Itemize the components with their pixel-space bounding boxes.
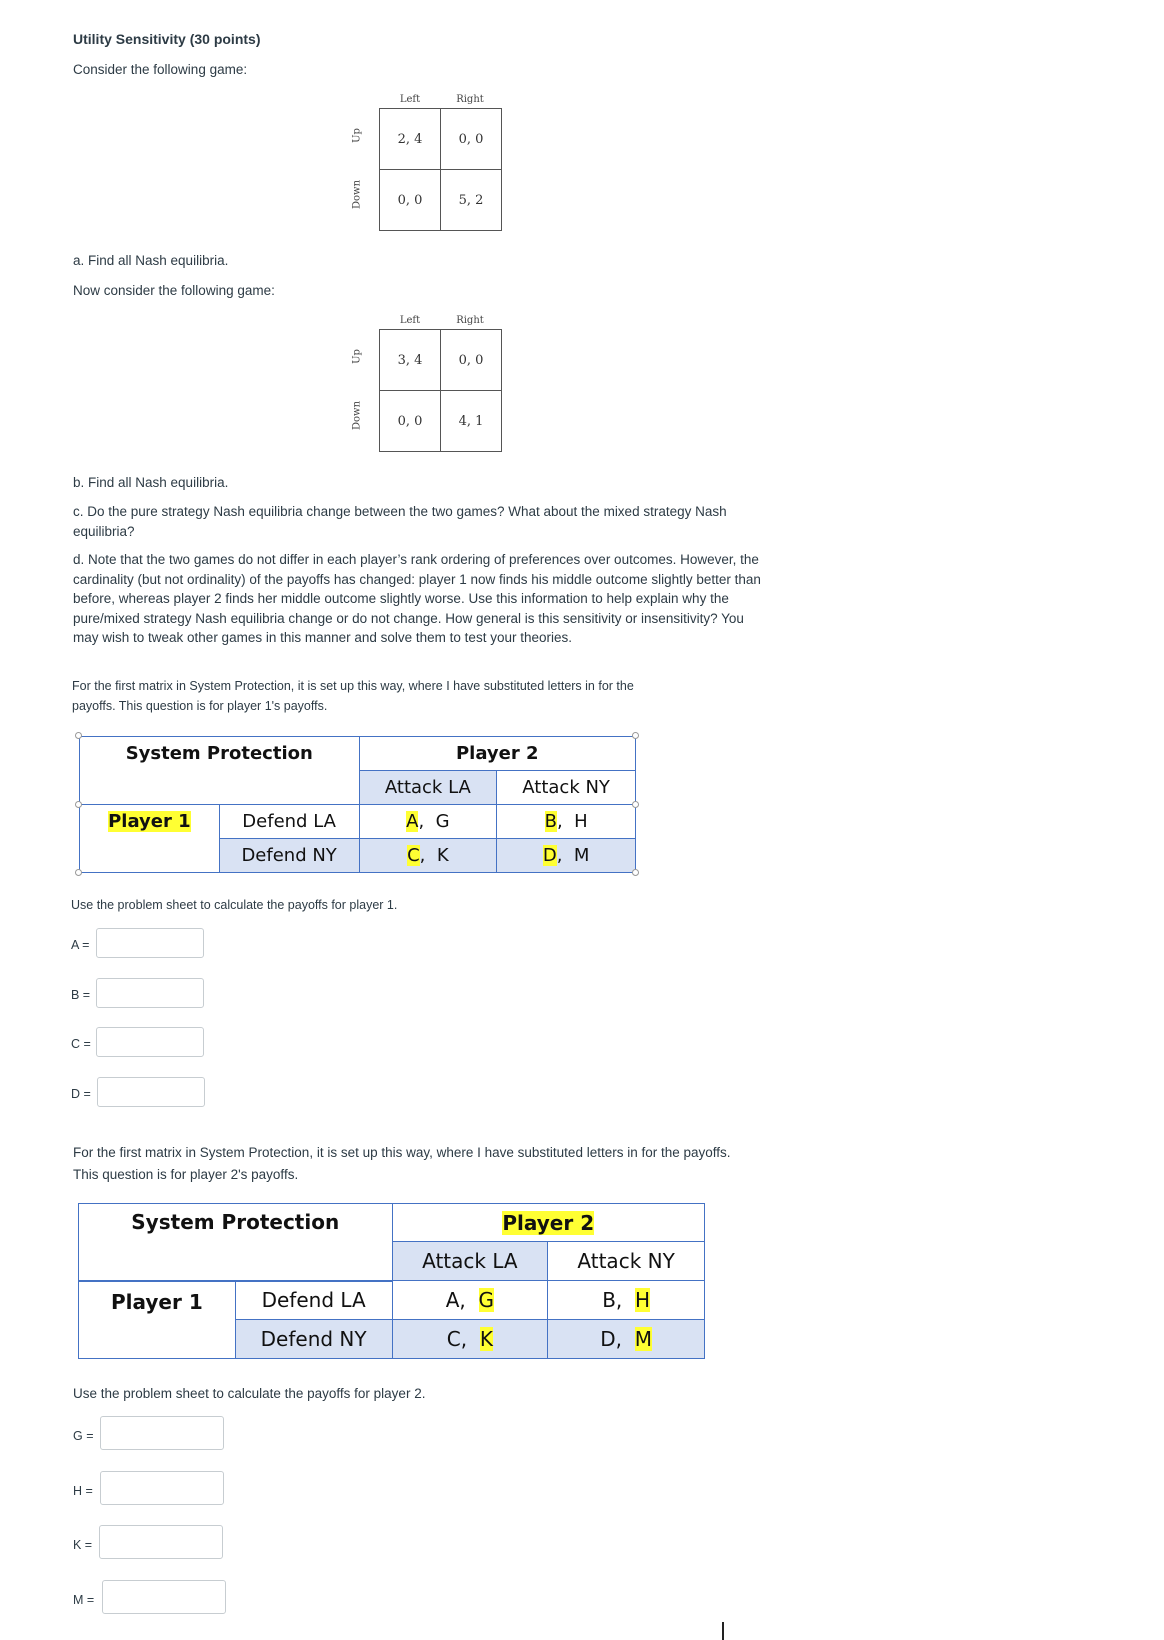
s1-title: System Protection	[125, 743, 313, 764]
s2-player1-cell	[79, 1281, 236, 1359]
s1-col-attack-la: Attack LA	[359, 771, 497, 805]
s1-letter: M	[573, 845, 590, 866]
s1-cell-al: A, G	[359, 805, 497, 839]
s2-col-attack-la: Attack LA	[392, 1242, 548, 1281]
s2-player2-cell	[392, 1204, 705, 1242]
game1-table	[379, 108, 502, 231]
s1-cell-cn: D, M	[497, 839, 636, 873]
answer-g-input[interactable]	[100, 1416, 224, 1450]
game1-col-right: Right	[456, 94, 484, 105]
answer-d-label: D =	[71, 1087, 91, 1101]
s2-letter: G	[478, 1288, 494, 1312]
game1-row-up: Up	[351, 128, 363, 143]
game2-row-up: Up	[351, 349, 363, 364]
s2-player1: Player 1	[111, 1289, 203, 1314]
table-resize-handle[interactable]	[75, 732, 82, 739]
s2-cell-an: B, H	[548, 1281, 705, 1320]
s1-row-defend-ny: Defend NY	[219, 839, 359, 873]
s1-cell-an: B, H	[497, 805, 636, 839]
game2-row-down: Down	[351, 400, 363, 431]
game1-col-left: Left	[399, 94, 421, 105]
section2-table	[78, 1203, 705, 1359]
game1-matrix	[344, 94, 534, 264]
answer-m-input[interactable]	[102, 1580, 226, 1614]
table-resize-handle[interactable]	[632, 869, 639, 876]
s2-title: System Protection	[131, 1210, 340, 1234]
s2-letter: H	[635, 1288, 651, 1312]
answer-a-input[interactable]	[96, 928, 204, 958]
part-d-text: d. Note that the two games do not differ in each player’s rank ordering of preferences over outcomes. However, the cardinality (but not ordinality) of the payoffs has changed: player 1 now finds his middle outcome slightly better than before, whereas player 2 finds her middle outcome slightly worse. Use this information to help explain why the pure/mixed strategy Nash equilibria change or do not change. How general is this sensitivity or insensitivity? You may wish to tweak other games in this manner and solve them to test your theories.	[73, 552, 761, 645]
s2-letter: K	[479, 1327, 493, 1351]
s2-cell-cl: C, K	[392, 1320, 548, 1359]
s2-letter: C	[446, 1327, 461, 1351]
s2-cell-cn: D, M	[548, 1320, 705, 1359]
game2-cell: 3, 4	[380, 330, 441, 391]
text-cursor	[722, 1622, 724, 1640]
section2-intro: For the first matrix in System Protection, it is set up this way, where I have substituted letters in for the payoffs. This question is for player 2's payoffs.	[73, 1145, 731, 1182]
table-resize-handle[interactable]	[75, 869, 82, 876]
table-resize-handle[interactable]	[632, 801, 639, 808]
game2-cell: 4, 1	[441, 391, 502, 452]
s1-letter: G	[435, 811, 450, 832]
section1-intro: For the first matrix in System Protection, it is set up this way, where I have substituted letters in for the payoffs. This question is for player 1's payoffs.	[72, 679, 634, 713]
intro-text: Consider the following game:	[73, 62, 248, 77]
s1-cell-cl: C, K	[359, 839, 497, 873]
answer-a-label: A =	[71, 938, 90, 952]
game2-cell: 0, 0	[380, 391, 441, 452]
s2-cell-al: A, G	[392, 1281, 548, 1320]
game2-cell: 0, 0	[441, 330, 502, 391]
game1-cell: 2, 4	[380, 109, 441, 170]
question-title: Utility Sensitivity (30 points)	[73, 31, 261, 47]
part-a-text: a. Find all Nash equilibria.	[73, 253, 229, 268]
s1-letter: A	[406, 811, 419, 832]
s1-letter: D	[542, 845, 557, 866]
answer-c-input[interactable]	[96, 1027, 204, 1057]
answer-h-input[interactable]	[100, 1471, 224, 1505]
table-resize-handle[interactable]	[75, 801, 82, 808]
s2-row-defend-la: Defend LA	[235, 1281, 392, 1320]
s1-player1: Player 1	[108, 811, 191, 832]
section1-instruction: Use the problem sheet to calculate the payoffs for player 1.	[71, 898, 398, 912]
s1-player2: Player 2	[455, 743, 539, 764]
game1-cell: 0, 0	[380, 170, 441, 231]
answer-m-label: M =	[73, 1593, 95, 1607]
section1-table	[79, 736, 636, 873]
s1-title-cell	[80, 737, 360, 805]
s2-col-attack-ny: Attack NY	[548, 1242, 705, 1281]
answer-g-label: G =	[73, 1429, 94, 1443]
s2-title-cell	[79, 1204, 393, 1281]
game1-row-down: Down	[351, 179, 363, 210]
s2-row-defend-ny: Defend NY	[235, 1320, 392, 1359]
answer-b-input[interactable]	[96, 978, 204, 1008]
s1-letter: C	[407, 845, 420, 866]
section2-instruction: Use the problem sheet to calculate the payoffs for player 2.	[73, 1386, 426, 1401]
s2-letter: B	[602, 1288, 616, 1312]
answer-c-label: C =	[71, 1037, 91, 1051]
s1-player2-cell	[359, 737, 636, 771]
answer-k-input[interactable]	[99, 1525, 223, 1559]
table-resize-handle[interactable]	[632, 732, 639, 739]
s1-col-attack-ny: Attack NY	[497, 771, 636, 805]
s1-player1-cell	[80, 805, 220, 873]
s1-letter: K	[436, 845, 449, 866]
answer-d-input[interactable]	[97, 1077, 205, 1107]
s2-letter: A	[445, 1288, 460, 1312]
now-consider-text: Now consider the following game:	[73, 283, 275, 298]
answer-k-label: K =	[73, 1538, 93, 1552]
s1-row-defend-la: Defend LA	[219, 805, 359, 839]
s1-letter: B	[544, 811, 557, 832]
s2-letter: M	[634, 1327, 652, 1351]
game2-col-right: Right	[456, 315, 484, 326]
game2-matrix	[344, 315, 534, 485]
part-c-text: c. Do the pure strategy Nash equilibria change between the two games? What about the mixed strategy Nash equilibria?	[73, 504, 727, 539]
game1-cell: 5, 2	[441, 170, 502, 231]
s2-letter: D	[600, 1327, 616, 1351]
answer-b-label: B =	[71, 988, 91, 1002]
part-b-text: b. Find all Nash equilibria.	[73, 475, 229, 490]
game1-cell: 0, 0	[441, 109, 502, 170]
answer-h-label: H =	[73, 1484, 93, 1498]
game2-col-left: Left	[399, 315, 421, 326]
s2-player2: Player 2	[502, 1210, 595, 1235]
s1-letter: H	[574, 811, 588, 832]
game2-table	[379, 329, 502, 452]
